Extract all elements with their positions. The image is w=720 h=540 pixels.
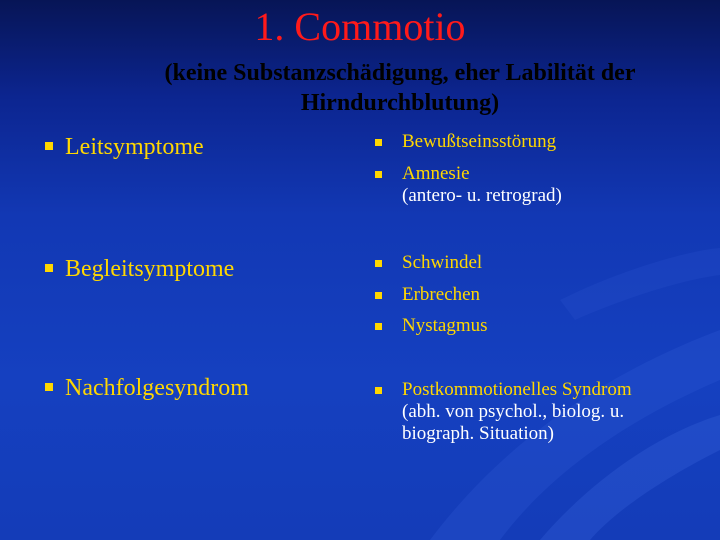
right-list-item-note: (antero- u. retrograd) [402, 185, 562, 206]
square-bullet-icon [375, 260, 382, 267]
right-list-item [375, 252, 695, 274]
right-list-item-label: Bewußtseinsstörung [402, 131, 557, 152]
right-list-item [375, 379, 675, 445]
slide-subtitle: (keine Substanzschädigung, eher Labilität der Hirndurchblutung) [164, 60, 636, 116]
square-bullet-icon [45, 264, 53, 272]
square-bullet-icon [375, 171, 382, 178]
right-list-item-label: Nystagmus [402, 315, 488, 336]
right-list-item [375, 163, 695, 207]
right-list-item [375, 284, 695, 306]
right-list-item-note: (abh. von psychol., biolog. u. biograph. Situation) [402, 401, 625, 444]
square-bullet-icon [375, 292, 382, 299]
right-list-item-label: Amnesie [402, 163, 470, 184]
square-bullet-icon [375, 323, 382, 330]
square-bullet-icon [45, 383, 53, 391]
left-list-item-label: Begleitsymptome [65, 256, 235, 282]
right-list-item-label: Schwindel [402, 252, 483, 273]
slide-title: 1. Commotio [254, 4, 466, 49]
left-list-item-label: Nachfolgesyndrom [65, 375, 249, 401]
right-list-item-label: Erbrechen [402, 284, 481, 305]
left-list-item-label: Leitsymptome [65, 134, 204, 160]
square-bullet-icon [45, 142, 53, 150]
square-bullet-icon [375, 387, 382, 394]
right-list-item [375, 131, 695, 153]
left-list-item [45, 133, 204, 161]
square-bullet-icon [375, 139, 382, 146]
left-list-item [45, 374, 249, 402]
right-list-item-label: Postkommotionelles Syndrom [402, 379, 632, 400]
left-list-item [45, 255, 234, 283]
right-list-item [375, 315, 695, 337]
